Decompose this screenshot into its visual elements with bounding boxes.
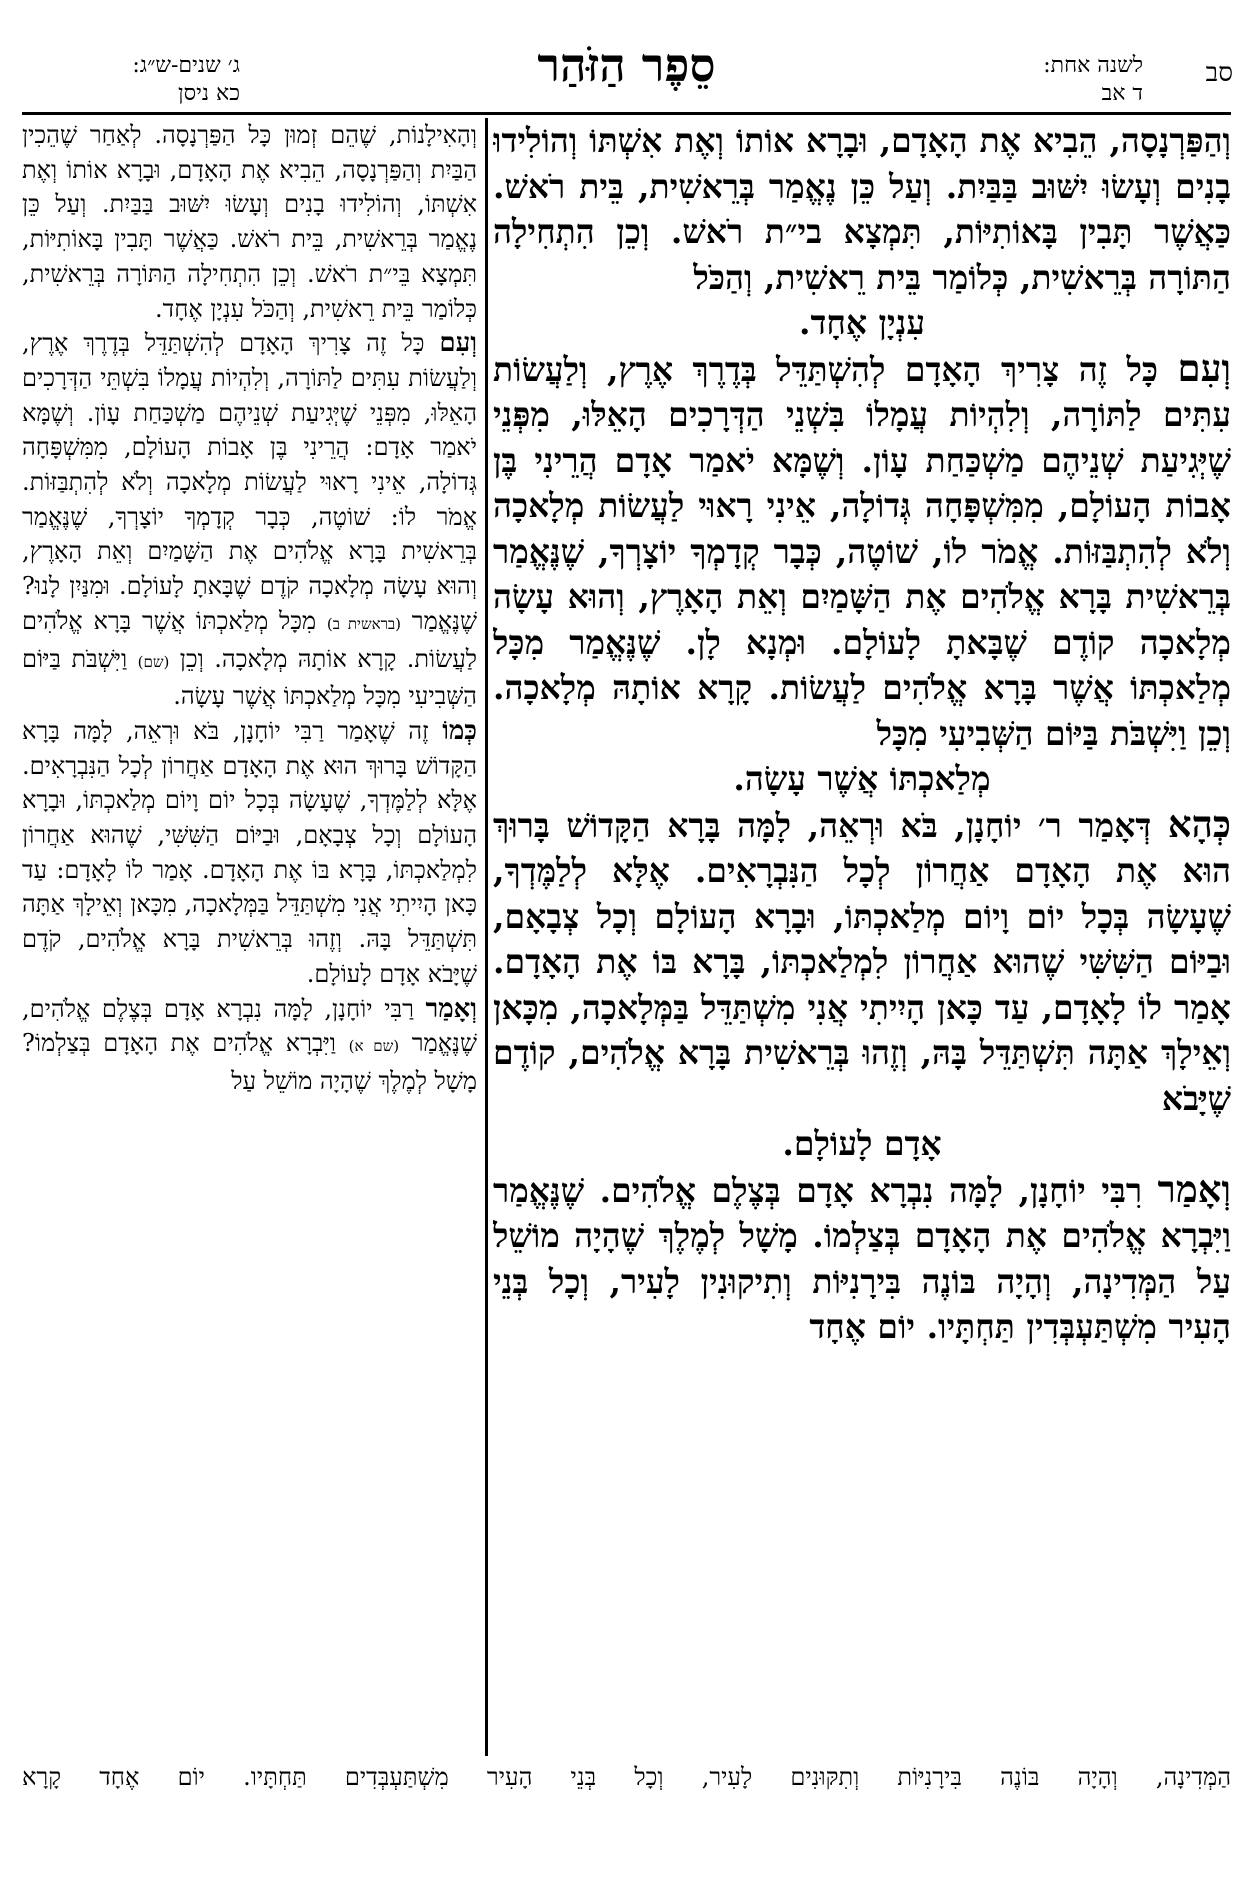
side-paragraph xyxy=(22,714,477,992)
side-text: כָּל זֶה צָרִיךְ הָאָדָם לְהִשְׁתַּדֵּל בְּדֶרֶךְ אֶרֶץ, וְלַעֲשׂוֹת עִתִּים לַתּוֹרָה, וְלִהְיוֹת עֲמָלוֹ בִּשְׁתֵּי הַדְּרָכִים הָאֵלּוּ, מִפְּנֵי שֶׁיְּגִיעַת שְׁנֵיהֶם מַשְׁכַּחַת עָוֹן. וְשֶׁמָּא יֹאמַר אָדָם: הֲרֵינִי בֶּן אָבוֹת הָעוֹלָם, מִמִּשְׁפָּחָה גְּדוֹלָה, אֵינִי רָאוּי לַעֲשׂוֹת מְלָאכָה וְלֹא לְהִתְבַּזּוֹת. אֱמֹר לוֹ: שׁוֹטֶה, כְּבָר קְדָמְךָ יוֹצָרְךָ, שֶׁנֶּאֱמַר בְּרֵאשִׁית בָּרָא אֱלֹהִים אֶת הַשָּׁמַיִם וְאֵת הָאָרֶץ, וְהוּא עָשָׂה מְלָאכָה קֹדֶם שֶׁבָּאתָ לָעוֹלָם. וּמִנַּיִן לָנוּ? שֶׁנֶּאֱמַר xyxy=(22,329,477,635)
paragraph-lead-word: וְאָמַר xyxy=(425,993,477,1024)
main-text: רִבִּי יוֹחָנָן, לָמָּה נִבְרָא אָדָם בְּצֶלֶם אֱלֹהִים. שֶׁנֶּאֱמַר וַיִּבְרָא אֱלֹהִים אֶת הָאָדָם בְּצַלְמוֹ. מָשָׁל לְמֶלֶךְ שֶׁהָיָה מוֹשֵׁל עַל הַמְּדִינָה, וְהָיָה בּוֹנֶה בִּירָנִיּוֹת וְתִיקוּנִין לָעִיר, וְכָל בְּנֵי הָעִיר מִשְׁתַּעְבְּדִין תַּחְתָּיו. יוֹם אֶחָד xyxy=(493,1170,1231,1346)
commentary-column xyxy=(22,118,477,1758)
main-text: כָּל זֶה צָרִיךְ הָאָדָם לְהִשְׁתַּדֵּל בְּדֶרֶךְ אֶרֶץ, וְלַעֲשׂוֹת עִתִּים לַתּוֹרָה, וְלִהְיוֹת עֲמָלוֹ בִּשְׁנֵי הַדְּרָכִים הָאֵלּוּ, מִפְּנֵי שֶׁיְּגִיעַת שְׁנֵיהֶם מַשְׁכַּחַת עָוֹן. וְשֶׁמָּא יֹאמַר אָדָם הֲרֵינִי בֶּן אָבוֹת הָעוֹלָם, מִמִּשְׁפָּחָה גְּדוֹלָה, אֵינִי רָאוּי לַעֲשׂוֹת מְלָאכָה וְלֹא לְהִתְבַּזּוֹת. אֱמֹר לוֹ, שׁוֹטֶה, כְּבָר קְדָמְךָ יוֹצָרְךָ, שֶׁנֶּאֱמַר בְּרֵאשִׁית בָּרָא אֱלֹהִים אֶת הַשָּׁמַיִם וְאֵת הָאָרֶץ, וְהוּא עָשָׂה מְלָאכָה קוֹדֶם שֶׁבָּאתָ לָעוֹלָם. וּמְנָא לָן. שֶׁנֶּאֱמַר מִכָּל מְלַאכְתּוֹ אֲשֶׁר בָּרָא אֱלֹהִים לַעֲשׂוֹת. קָרָא אוֹתָהּ מְלָאכָה. וְכֵן וַיִּשְׁבֹּת בַּיּוֹם הַשְּׁבִיעִי מִכָּל xyxy=(493,349,1231,753)
schedule-three-years-label: ג׳ שנים-ש״ג: xyxy=(132,53,240,78)
paragraph-lead-word: כְּהָא xyxy=(1167,801,1231,846)
main-paragraph-end: מְלַאכְתּוֹ אֲשֶׁר עָשָׂה. xyxy=(733,759,991,798)
schedule-three-years xyxy=(40,52,240,108)
side-text: זֶה שֶׁאָמַר רַבִּי יוֹחָנָן, בֹּא וּרְאֵה, לָמָּה בָּרָא הַקָּדוֹשׁ בָּרוּךְ הוּא אֶת הָאָדָם אַחֲרוֹן לְכָל הַנִּבְרָאִים. אֶלָּא לְלַמֶּדְךָ, שֶׁעָשָׂה בְּכָל יוֹם וָיוֹם מְלַאכְתּוֹ, וּבָרָא הָעוֹלָם וְכָל צְבָאָם, וּבַיּוֹם הַשִּׁשִּׁי, שֶׁהוּא אַחֲרוֹן לִמְלַאכְתּוֹ, בָּרָא בּוֹ אֶת הָאָדָם. אָמַר לוֹ לָאָדָם: עַד כָּאן הָיִיתִי אֲנִי מִשְׁתַּדֵּל בַּמְּלָאכָה, מִכָּאן וְאֵילָךְ אַתָּה תִּשְׁתַּדֵּל בָּהּ. וְזֶהוּ בְּרֵאשִׁית בָּרָא אֱלֹהִים, קֹדֶם שֶׁיָּבֹא אָדָם לָעוֹלָם. xyxy=(22,716,477,988)
side-text: וַיִּבְרָא אֱלֹהִים אֶת הָאָדָם בְּצַלְמוֹ? מָשָׁל לְמֶלֶךְ שֶׁהָיָה מוֹשֵׁל עַל xyxy=(22,1029,477,1095)
schedule-three-years-date: כא ניסן xyxy=(178,81,240,106)
main-paragraph xyxy=(493,802,1231,1122)
page-header xyxy=(0,0,1253,120)
source-reference: (בראשית ב) xyxy=(326,614,402,633)
main-paragraph xyxy=(493,118,1231,300)
side-text: רַבִּי יוֹחָנָן, לָמָּה נִבְרָא אָדָם בְּצֶלֶם אֱלֹהִים, שֶׁנֶּאֱמַר xyxy=(22,994,477,1058)
main-paragraph xyxy=(493,346,1231,757)
header-rule xyxy=(22,112,1231,115)
main-text: וְהַפַּרְנָסָה, הֵבִיא אֶת הָאָדָם, וּבָרָא אוֹתוֹ וְאֶת אִשְׁתּוֹ וְהוֹלִידוּ בָנִים וְעָשׂוּ יִשּׁוּב בַּבַּיִת. וְעַל כֵּן נֶאֱמַר בְּרֵאשִׁית, בֵּית רֹאשׁ. כַּאֲשֶׁר תָּבִין בָּאוֹתִיּוֹת, תִּמְצָא בי״ת רֹאשׁ. וְכֵן הִתְחִילָה הַתּוֹרָה בְּרֵאשִׁית, כְּלוֹמַר בֵּית רֵאשִׁית, וְהַכֹּל xyxy=(493,121,1231,297)
side-paragraph: וְהָאִילָנוֹת, שֶׁהֵם זְמוּן כָּל הַפַּרְנָסָה. לְאַחַר שֶׁהֵכִין הַבַּיִת וְהַפַּרְנָסָה, הֵבִיא אֶת הָאָדָם, וּבָרָא אוֹתוֹ וְאֶת אִשְׁתּוֹ, וְהוֹלִידוּ בָנִים וְעָשׂוּ יִשּׁוּב בַּבַּיִת. וְעַל כֵּן נֶאֱמַר בְּרֵאשִׁית, בֵּית רֹאשׁ. כַּאֲשֶׁר תָּבִין בָּאוֹתִיּוֹת, תִּמְצָא בֵּי״ת רֹאשׁ. וְכֵן הִתְחִילָה הַתּוֹרָה בְּרֵאשִׁית, כְּלוֹמַר בֵּית רֵאשִׁית, וְהַכֹּל עִנְיָן אֶחָד. xyxy=(22,121,477,323)
paragraph-lead-word: וְעִם xyxy=(439,328,477,359)
schedule-one-year-label: לשנה אחת: xyxy=(1043,53,1143,78)
folio-number: סב xyxy=(1205,58,1233,88)
paragraph-lead-word: כְּמוֹ xyxy=(442,715,477,746)
main-text: דְּאָמַר ר׳ יוֹחָנָן, בֹּא וּרְאֵה, לָמָּה בָּרָא הַקָּדוֹשׁ בָּרוּךְ הוּא אֶת הָאָדָם אַחֲרוֹן לְכָל הַנִּבְרָאִים. אֶלָּא לְלַמֶּדְךָ, שֶׁעָשָׂה בְּכָל יוֹם וָיוֹם מְלַאכְתּוֹ, וּבָרָא הָעוֹלָם וְכָל צְבָאָם, וּבַיּוֹם הַשִּׁשִּׁי שֶׁהוּא אַחֲרוֹן לִמְלַאכְתּוֹ, בָּרָא בּוֹ אֶת הָאָדָם. אָמַר לוֹ לָאָדָם, עַד כָּאן הָיִיתִי אֲנִי מִשְׁתַּדֵּל בַּמְּלָאכָה, מִכָּאן וְאֵילָךְ אַתָּה תִּשְׁתַּדֵּל בָּהּ, וְזֶהוּ בְּרֵאשִׁית בָּרָא אֱלֹהִים, קוֹדֶם שֶׁיָּבֹא xyxy=(493,805,1231,1118)
paragraph-lead-word: וְאָמַר xyxy=(1157,1166,1231,1211)
main-paragraph-end: עִנְיָן אֶחָד. xyxy=(798,303,926,342)
schedule-one-year-date: ד אב xyxy=(1101,81,1143,106)
footer-continuation-line: הַמְּדִינָה, וְהָיָה בּוֹנֶה בִּירָנִיּוֹת וְתִקּוּנִים לָעִיר, וְכָל בְּנֵי הָעִיר מִשְׁתַּעְבְּדִים תַּחְתָּיו. יוֹם אֶחָד קָרָא xyxy=(22,1763,1231,1791)
main-paragraph-end: אָדָם לָעוֹלָם. xyxy=(782,1124,942,1163)
column-divider xyxy=(485,118,488,1756)
side-text: וַיִּשְׁבֹּת בַּיּוֹם הַשְּׁבִיעִי מִכָּל מְלַאכְתּוֹ אֲשֶׁר עָשָׂה. xyxy=(22,644,477,711)
main-paragraph xyxy=(493,1167,1231,1350)
side-paragraph xyxy=(22,326,477,714)
source-reference: (שם) xyxy=(137,652,170,671)
side-paragraph xyxy=(22,992,477,1099)
side-text: מִכָּל מְלַאכְתּוֹ אֲשֶׁר בָּרָא אֱלֹהִים לַעֲשׂוֹת. קָרָא אוֹתָהּ מְלָאכָה. וְכֵן xyxy=(22,606,477,673)
page-title: סֵפֶר הַזֹּהַר xyxy=(537,38,716,92)
source-reference: (שם א) xyxy=(348,1037,400,1056)
paragraph-lead-word: וְעִם xyxy=(1177,345,1231,390)
main-text-column xyxy=(493,118,1231,1758)
